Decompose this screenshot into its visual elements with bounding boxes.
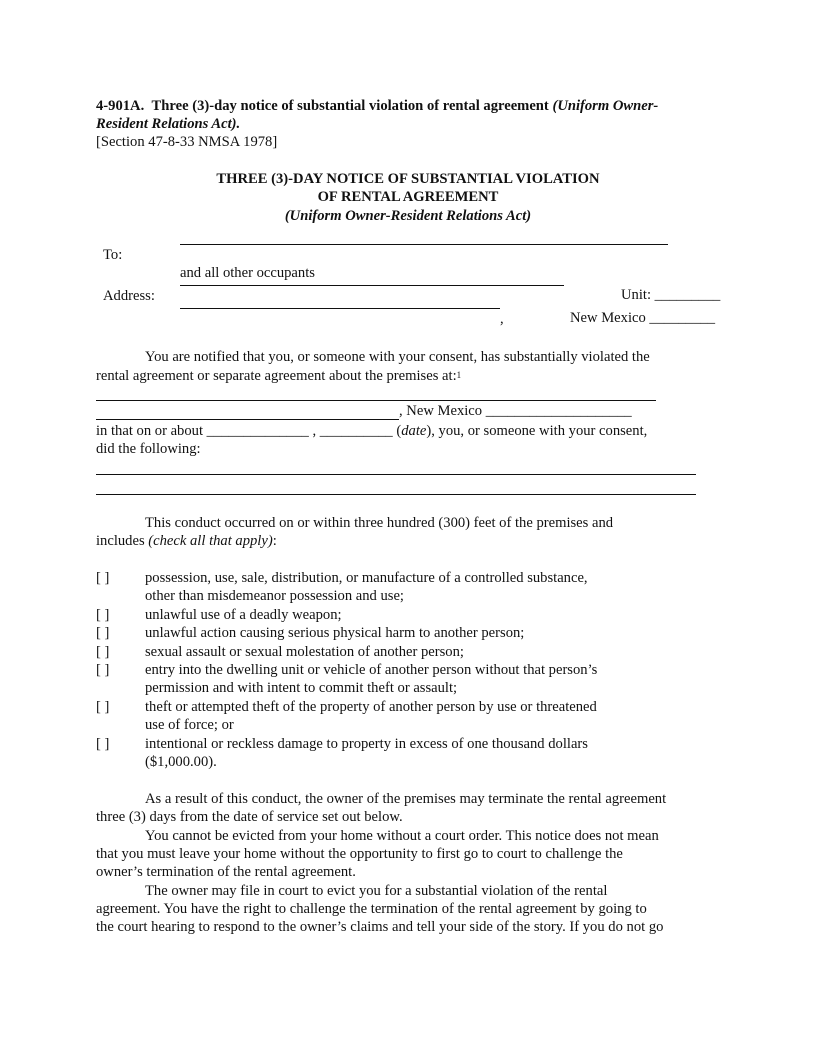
checkbox[interactable]: [ ]: [96, 607, 110, 623]
address-line-2[interactable]: [180, 308, 500, 309]
consequence-para2-line3: owner’s termination of the rental agreement.: [96, 864, 356, 880]
footnote-mark: 1: [456, 370, 462, 380]
consequence-para2-line1: You cannot be evicted from your home without a court order. This notice does not mean: [145, 828, 659, 844]
consequence-para1-line2: three (3) days from the date of service set out below.: [96, 809, 403, 825]
occupants-text: and all other occupants: [180, 265, 315, 281]
date-prefix: in that on or about ______________ , __________ (: [96, 423, 402, 439]
checkbox[interactable]: [ ]: [96, 625, 110, 641]
checkbox-item-text: intentional or reckless damage to property in excess of one thousand dollars: [145, 736, 588, 752]
to-label: To:: [103, 247, 123, 263]
notice-subtitle: (Uniform Owner-Resident Relations Act): [284, 208, 532, 224]
premises-line-2[interactable]: [96, 419, 399, 420]
checkbox[interactable]: [ ]: [96, 662, 110, 678]
checkbox-item-text: theft or attempted theft of the property of another person by use or threatened: [145, 699, 597, 715]
address-line-1[interactable]: [180, 285, 564, 286]
checkbox-item-text-cont: use of force; or: [145, 717, 234, 733]
checkbox-item-text-cont: permission and with intent to commit theft or assault;: [145, 680, 458, 696]
notice-para-line2-text: rental agreement or separate agreement about the premises at:: [96, 368, 457, 384]
conduct-intro-suffix: :: [272, 533, 277, 549]
checkbox-item-text: unlawful action causing serious physical harm to another person;: [145, 625, 525, 641]
section-reference: [Section 47-8-33 NMSA 1978]: [96, 134, 278, 150]
did-following-label: did the following:: [96, 441, 201, 457]
conduct-description-line-1[interactable]: [96, 474, 696, 475]
state-zip-field[interactable]: New Mexico _________: [570, 310, 716, 326]
checkbox[interactable]: [ ]: [96, 736, 110, 752]
checkbox-item-text: sexual assault or sexual molestation of another person;: [145, 644, 464, 660]
checkbox[interactable]: [ ]: [96, 699, 110, 715]
checkbox[interactable]: [ ]: [96, 570, 110, 586]
notice-title-line1: THREE (3)-DAY NOTICE OF SUBSTANTIAL VIOLATION: [216, 171, 600, 187]
rule-number: 4-901A.: [96, 98, 145, 114]
checkbox-item-text-cont: other than misdemeanor possession and use;: [145, 588, 404, 604]
conduct-intro-italic: (check all that apply): [148, 533, 273, 549]
conduct-intro-prefix: includes: [96, 533, 149, 549]
conduct-intro-line1: This conduct occurred on or within three hundred (300) feet of the premises and: [145, 515, 614, 531]
to-name-line[interactable]: [180, 244, 668, 245]
premises-state-field[interactable]: , New Mexico ____________________: [399, 403, 632, 419]
consequence-para3-line2: agreement. You have the right to challenge the termination of the rental agreement by going to: [96, 901, 647, 917]
checkbox-item-text: unlawful use of a deadly weapon;: [145, 607, 342, 623]
rule-act-line1: (Uniform Owner-: [552, 98, 659, 114]
notice-para-line1: You are notified that you, or someone with your consent, has substantially violated the: [145, 349, 650, 365]
date-suffix: ), you, or someone with your consent,: [426, 423, 648, 439]
rule-heading: [96, 97, 658, 116]
checkbox[interactable]: [ ]: [96, 644, 110, 660]
unit-field[interactable]: Unit: _________: [621, 287, 721, 303]
notice-para-line2: [96, 367, 461, 387]
consequence-para2-line2: that you must leave your home without the opportunity to first go to court to challenge the: [96, 846, 623, 862]
address-comma: ,: [500, 311, 504, 327]
notice-title-line2: OF RENTAL AGREEMENT: [317, 189, 499, 205]
conduct-description-line-2[interactable]: [96, 494, 696, 495]
consequence-para1-line1: As a result of this conduct, the owner of the premises may terminate the rental agreement: [145, 791, 667, 807]
consequence-para3-line3: the court hearing to respond to the owner’s claims and tell your side of the story. If you do not go: [96, 919, 664, 935]
premises-line-1[interactable]: [96, 400, 656, 401]
checkbox-item-text: possession, use, sale, distribution, or manufacture of a controlled substance,: [145, 570, 588, 586]
date-line: [96, 422, 647, 441]
conduct-intro-line2: [96, 532, 277, 551]
date-word: date: [401, 423, 427, 439]
rule-title: Three (3)-day notice of substantial violation of rental agreement: [151, 98, 549, 114]
checkbox-item-text: entry into the dwelling unit or vehicle of another person without that person’s: [145, 662, 598, 678]
checkbox-item-text-cont: ($1,000.00).: [145, 754, 217, 770]
consequence-para3-line1: The owner may file in court to evict you for a substantial violation of the rental: [145, 883, 608, 899]
rule-act-line2: Resident Relations Act).: [96, 116, 241, 132]
address-label: Address:: [103, 288, 155, 304]
